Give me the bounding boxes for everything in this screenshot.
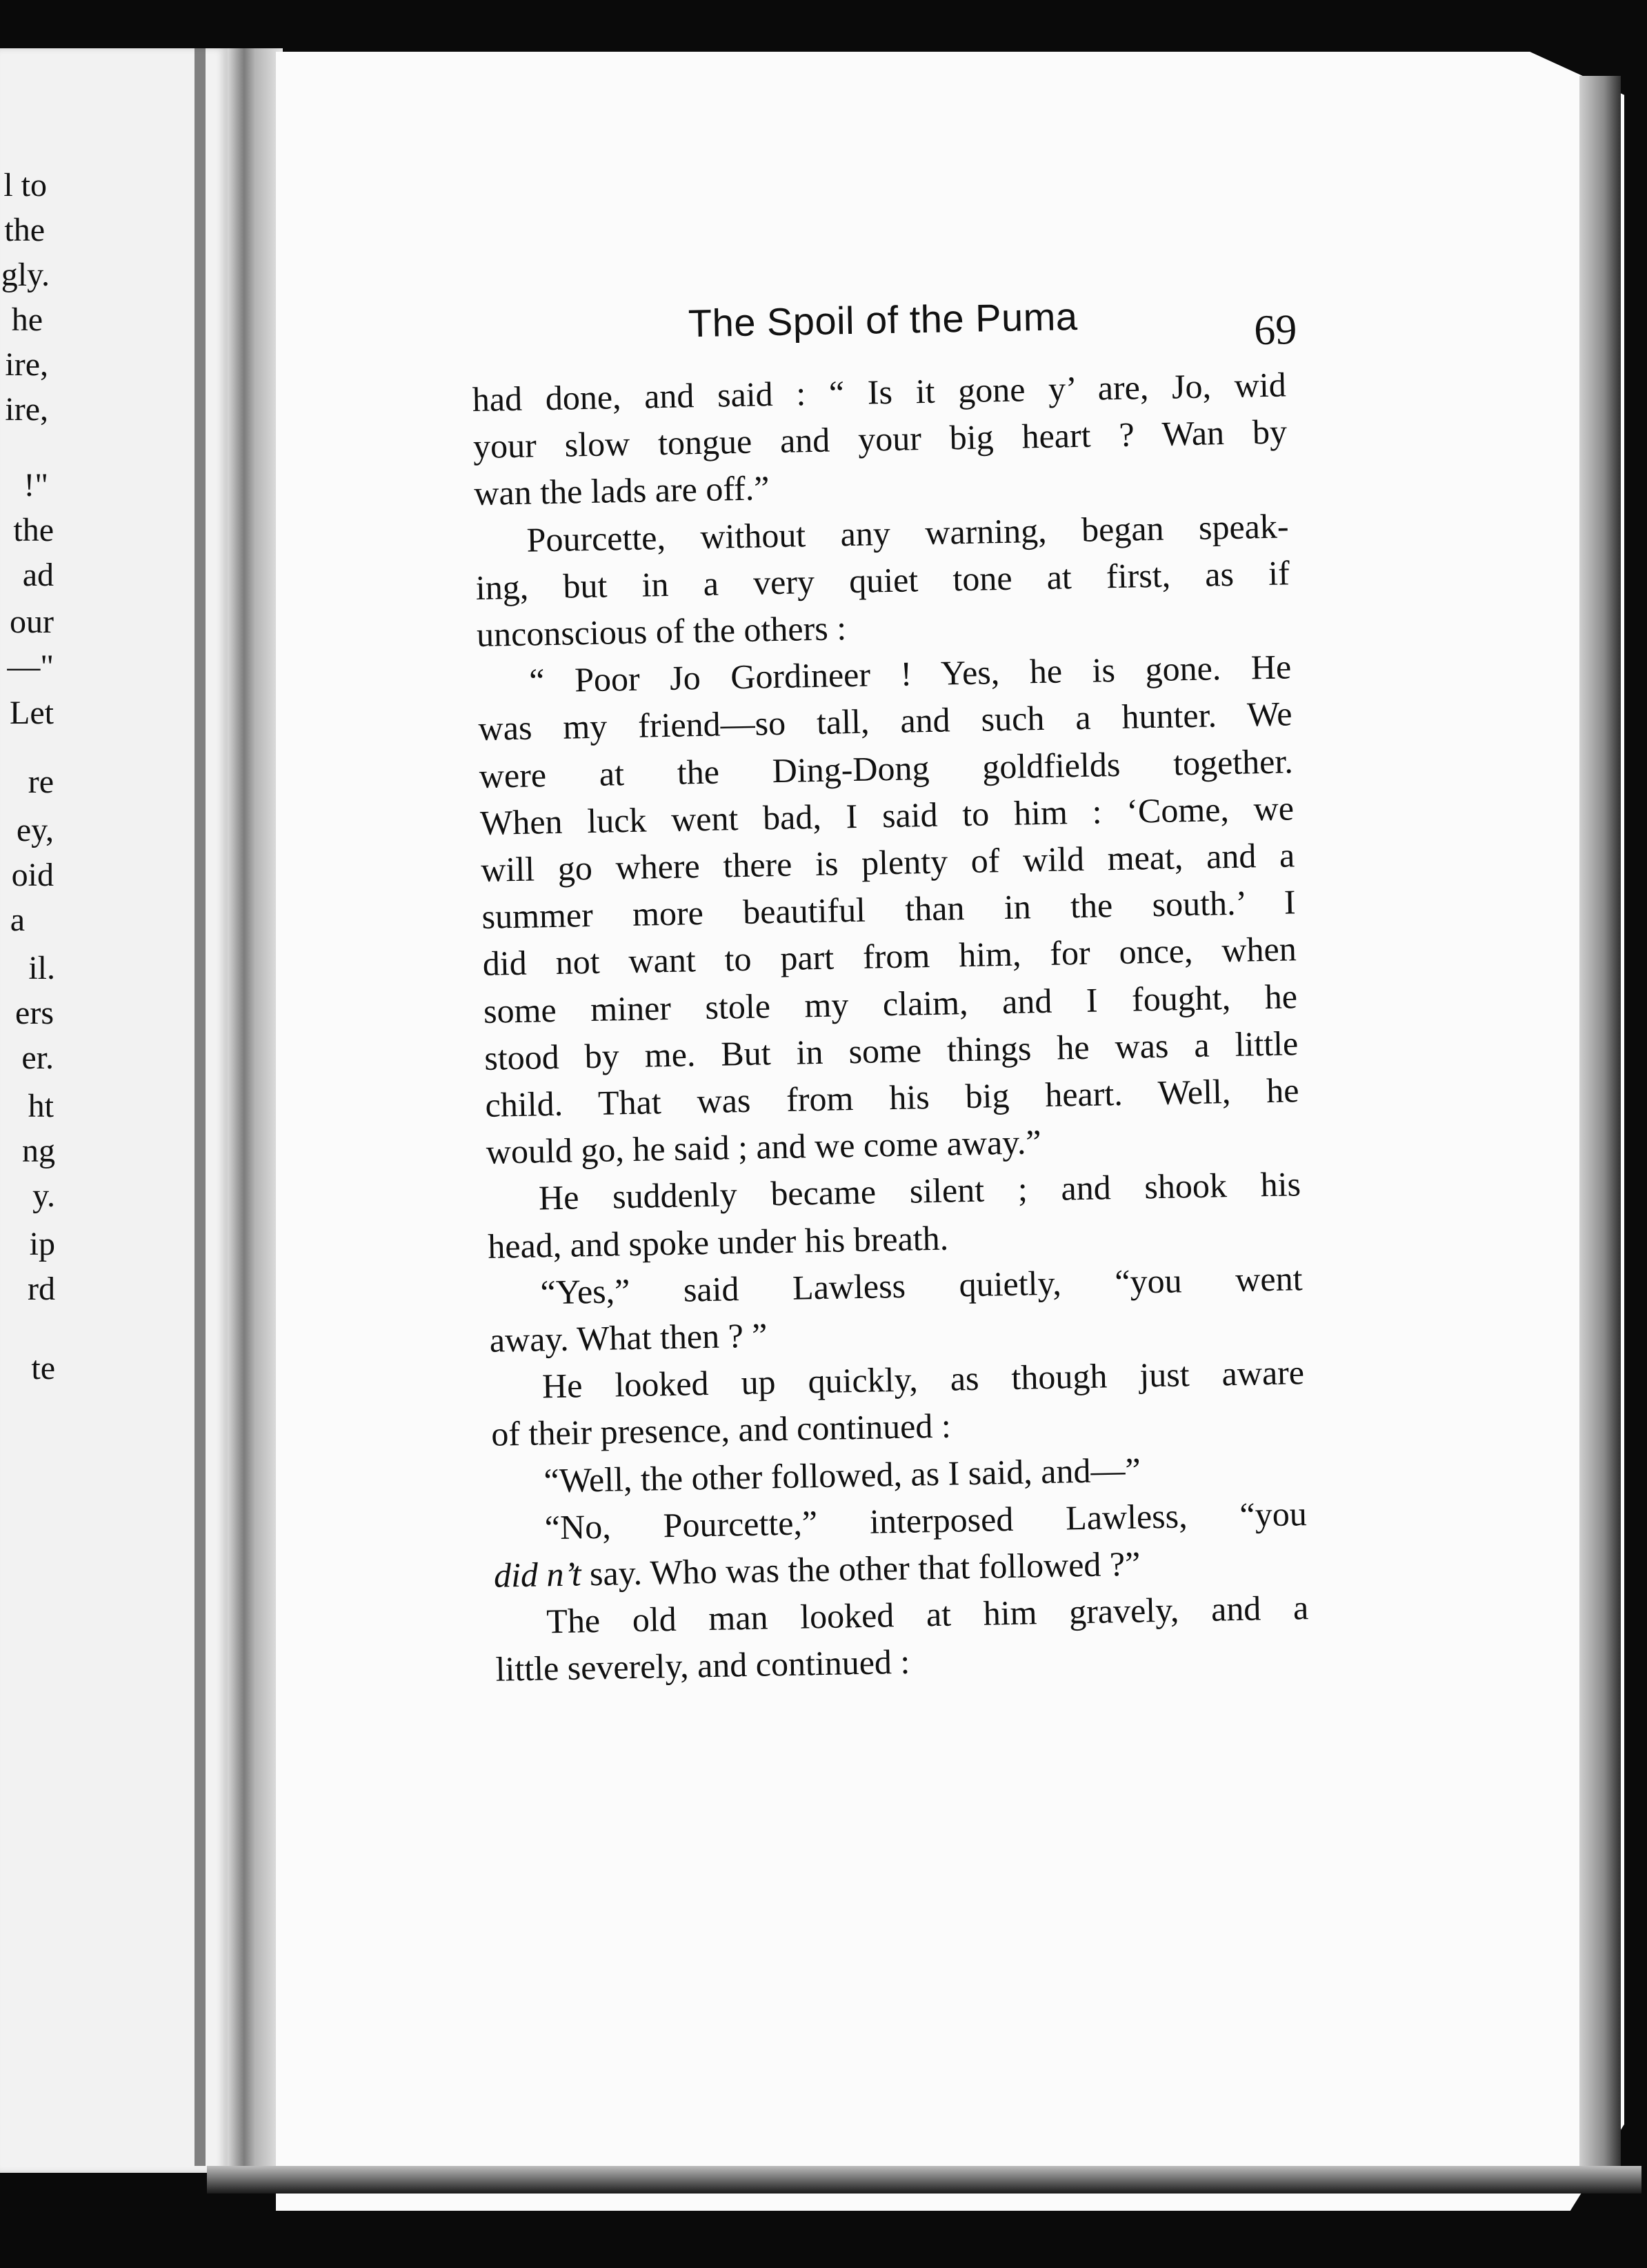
left-page-text-fragment: oid	[11, 857, 54, 893]
left-page-text-fragment: Let	[10, 695, 54, 731]
left-page-text-fragment: rd	[28, 1271, 55, 1307]
left-page-text-fragment: re	[28, 764, 54, 800]
text-line: He looked up quickly, as though just aware	[541, 1353, 1305, 1406]
left-page-text-fragment: the	[13, 512, 54, 548]
left-page-text-fragment: gly.	[1, 257, 50, 293]
text-line: little severely, and continued :	[495, 1642, 910, 1689]
text-line: did not want to part from him, for once, when	[482, 929, 1297, 984]
left-page-text-fragment: il.	[28, 950, 55, 986]
body-text	[472, 361, 1310, 1693]
text-line: head, and spoke under his breath.	[487, 1218, 949, 1266]
left-page-text-fragment: ip	[29, 1226, 55, 1262]
text-line: had done, and said : “ Is it gone y’ are, Jo, wid	[472, 365, 1287, 419]
text-line: summer more beautiful than in the south.’ I	[481, 882, 1296, 937]
page-number: 69	[1253, 306, 1297, 355]
text-line: will go where there is plenty of wild meat, and a	[480, 835, 1295, 889]
left-page-text-fragment: ire,	[5, 391, 48, 428]
text-line: unconscious of the others :	[476, 608, 847, 654]
text-line: stood by me. But in some things he was a little	[483, 1024, 1299, 1077]
left-page-text-fragment: ers	[15, 995, 54, 1031]
paragraph	[488, 1255, 1304, 1364]
text-line: child. That was from his big heart. Well, he	[485, 1071, 1299, 1124]
left-page-text-fragment: !"	[23, 467, 48, 504]
text-line: Pourcette, without any warning, began speak-	[526, 506, 1289, 559]
paragraph	[486, 1161, 1301, 1270]
left-page-text-fragment: ire,	[5, 346, 48, 383]
text-line: When luck went bad, I said to him : ‘Come, we	[479, 788, 1295, 842]
text-line: ing, but in a very quiet tone at first, as if	[475, 553, 1290, 607]
text-line: away. What then ? ”	[489, 1315, 768, 1360]
text-line: The old man looked at him gravely, and a	[546, 1588, 1309, 1641]
text-line: some miner stole my claim, and I fought, he	[483, 976, 1298, 1031]
left-page-text-fragment: our	[10, 604, 54, 640]
text-line: were at the Ding-Dong goldfields together.	[479, 741, 1294, 795]
text-run: say. Who was the other that followed ?”	[580, 1544, 1141, 1593]
text-line: “Well, the other followed, as I said, and—”	[543, 1450, 1141, 1500]
paragraph	[495, 1584, 1310, 1693]
left-page-text-fragment: ht	[28, 1088, 54, 1124]
text-line: “Yes,” said Lawless quietly, “you went	[540, 1259, 1303, 1312]
left-page-text-fragment: te	[31, 1350, 55, 1386]
left-page-text-fragment: ad	[22, 557, 54, 593]
text-line: of their presence, and continued :	[490, 1406, 952, 1454]
paragraph	[477, 644, 1301, 1176]
left-page-text-fragment: he	[11, 301, 43, 338]
paragraph	[472, 361, 1288, 517]
text-line: “No, Pourcette,” interposed Lawless, “you	[544, 1494, 1308, 1547]
running-head: The Spoil of the Puma	[688, 294, 1078, 346]
text-line: wan the lads are off.”	[473, 468, 770, 513]
left-page-text-fragment: er.	[21, 1040, 54, 1076]
text-line: “ Poor Jo Gordineer ! Yes, he is gone. He	[528, 647, 1292, 700]
left-page-text-fragment: l to	[3, 167, 47, 203]
text-line: He suddenly became silent ; and shook his	[538, 1164, 1301, 1217]
text-line: was my friend—so tall, and such a hunter. We	[478, 694, 1292, 748]
left-page-text-fragment: —"	[7, 648, 54, 685]
paragraph	[490, 1349, 1305, 1458]
left-page-text-fragment: ng	[22, 1133, 55, 1169]
text-line: your slow tongue and your big heart ? Wan by	[472, 412, 1288, 466]
paragraph	[475, 502, 1291, 658]
text-line: would go, he said ; and we come away.”	[486, 1122, 1042, 1172]
left-page-text-fragment: the	[4, 212, 45, 248]
emphasized-text: did n’t	[493, 1554, 582, 1595]
left-page-text-fragment: ey,	[16, 812, 54, 848]
paragraph	[492, 1490, 1308, 1599]
left-page-text-fragment: y.	[32, 1177, 55, 1214]
left-page-text-fragment: a	[10, 902, 25, 938]
